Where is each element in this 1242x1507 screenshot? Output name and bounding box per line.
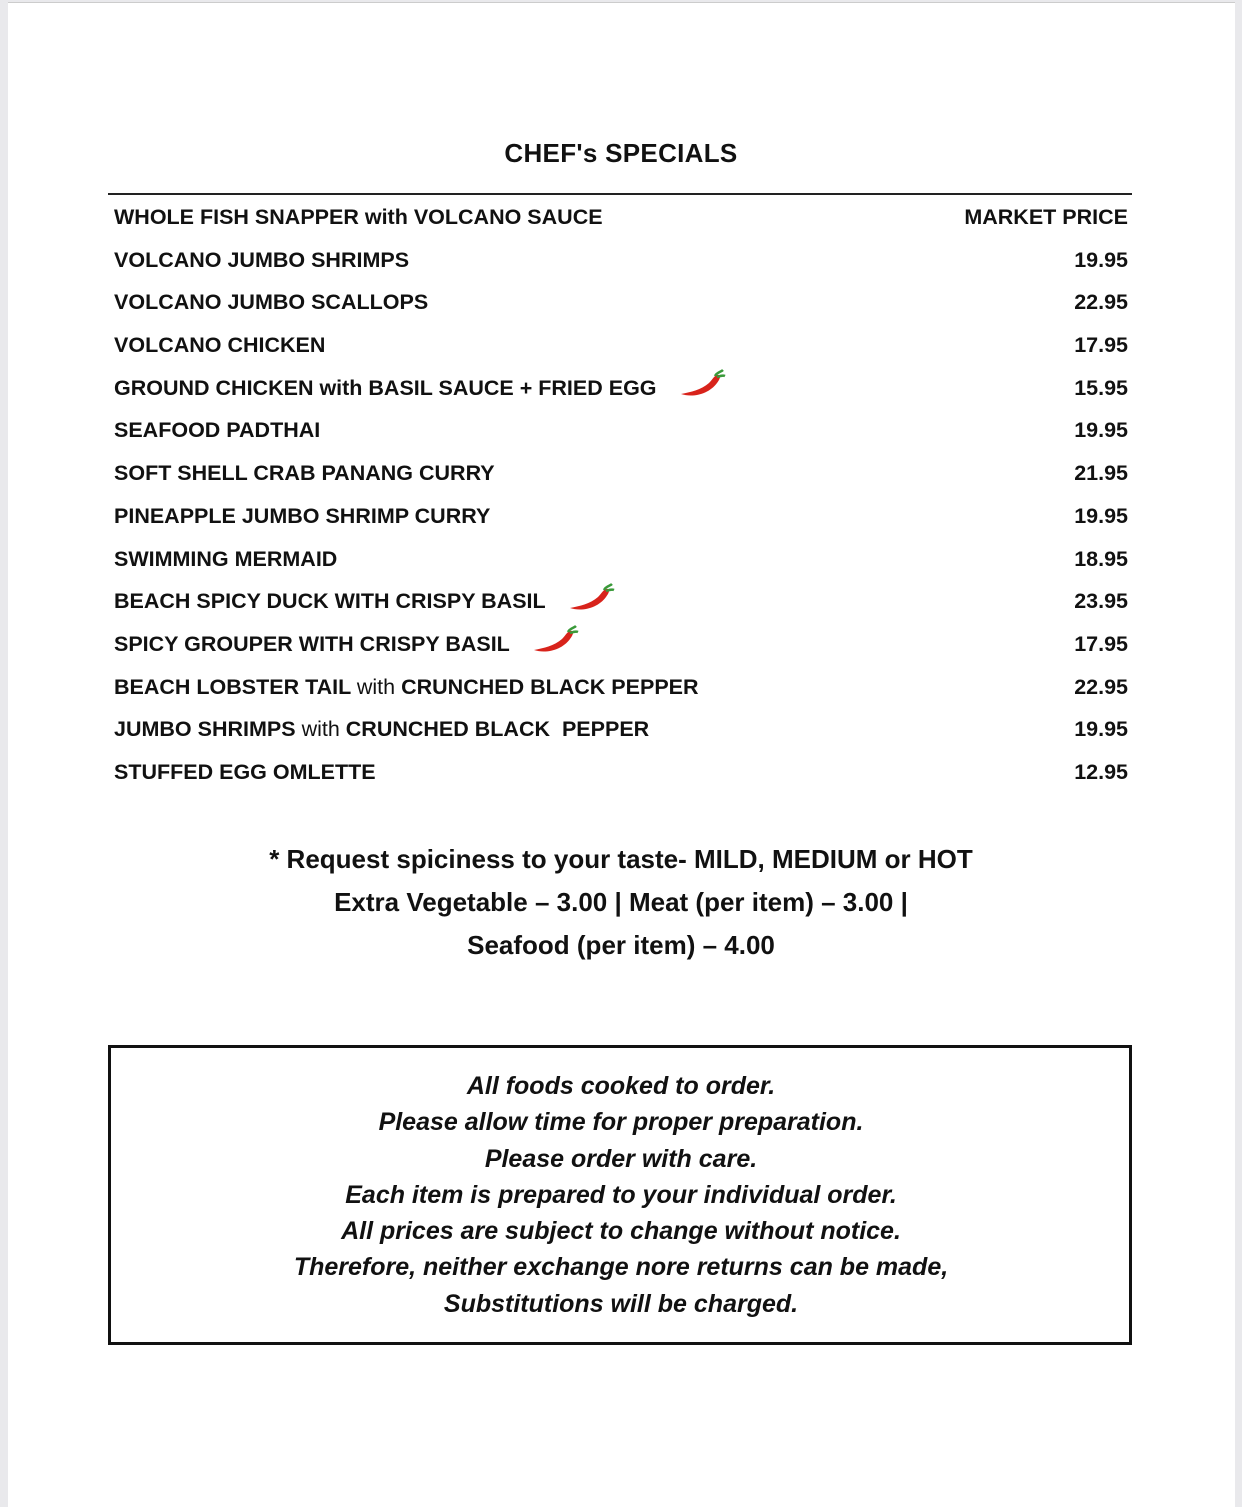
menu-item-name-part: SEAFOOD PADTHAI bbox=[114, 418, 321, 443]
menu-item-price: 22.95 bbox=[1074, 674, 1128, 699]
menu-item-name-part: VOLCANO SAUCE bbox=[407, 205, 603, 229]
menu-item-price: 19.95 bbox=[1074, 717, 1128, 742]
menu-item-name bbox=[114, 243, 409, 277]
menu-item-price: 15.95 bbox=[1074, 375, 1128, 400]
note-line: Seafood (per item) – 4.00 bbox=[467, 930, 775, 960]
menu-item bbox=[114, 670, 1128, 713]
menu-item-name-part: STUFFED EGG OMLETTE bbox=[114, 759, 376, 784]
menu-item-name bbox=[114, 328, 325, 362]
menu-item bbox=[114, 584, 1128, 627]
menu-item-name bbox=[114, 712, 649, 746]
disclaimer-line: Please order with care. bbox=[484, 1144, 758, 1173]
disclaimer-line: All prices are subject to change without notice. bbox=[341, 1217, 901, 1246]
menu-item-price: 17.95 bbox=[1074, 333, 1128, 358]
menu-item-name-part: BEACH LOBSTER TAIL bbox=[114, 674, 357, 699]
menu-item-price: 19.95 bbox=[1074, 418, 1128, 443]
menu-item-name bbox=[114, 413, 320, 447]
menu-item-name-part: WHOLE FISH SNAPPER bbox=[114, 205, 365, 229]
menu-item-name bbox=[114, 499, 490, 533]
menu-item-name bbox=[114, 371, 727, 405]
menu-item-name-part: JUMBO SHRIMPS bbox=[114, 717, 302, 742]
menu-item-name-part: VOLCANO CHICKEN bbox=[114, 333, 326, 358]
disclaimer-line: Therefore, neither exchange nore returns can be made, bbox=[293, 1253, 949, 1282]
menu-item-name-part: with bbox=[301, 717, 340, 742]
menu-item-name-part: GROUND CHICKEN with BASIL SAUCE + FRIED EGG bbox=[114, 375, 657, 400]
menu-item-name bbox=[114, 200, 603, 234]
menu-item-name bbox=[114, 627, 580, 661]
title-divider bbox=[108, 193, 1132, 195]
menu-item-price: 23.95 bbox=[1074, 589, 1128, 614]
note-line: Extra Vegetable – 3.00 | Meat (per item) – 3.00 | bbox=[334, 887, 908, 917]
menu-item-name-part: BEACH SPICY DUCK WITH CRISPY BASIL bbox=[114, 589, 546, 614]
menu-item-price: 21.95 bbox=[1074, 461, 1128, 486]
menu-item-name-part: PINEAPPLE JUMBO SHRIMP CURRY bbox=[114, 503, 491, 528]
menu-item bbox=[114, 243, 1128, 286]
disclaimer-line: Each item is prepared to your individual order. bbox=[345, 1180, 897, 1209]
chili-pepper-icon bbox=[532, 623, 580, 657]
menu-item bbox=[114, 413, 1128, 456]
menu-item-name-part: SPICY GROUPER WITH CRISPY BASIL bbox=[114, 631, 510, 656]
disclaimer-line: All foods cooked to order. bbox=[466, 1072, 776, 1100]
menu-item-name bbox=[114, 755, 376, 789]
menu-item bbox=[114, 200, 1128, 243]
menu-item-price: 12.95 bbox=[1074, 759, 1128, 784]
menu-item-price: 19.95 bbox=[1074, 503, 1128, 528]
menu-item-name bbox=[114, 670, 699, 704]
menu-item-name-part: with bbox=[356, 674, 396, 699]
menu-item-name-part: SOFT SHELL CRAB PANANG CURRY bbox=[114, 461, 495, 486]
menu-item-price: 22.95 bbox=[1074, 290, 1128, 315]
spiciness-notes bbox=[0, 838, 1242, 967]
menu-item-name-part: CRUNCHED BLACK PEPPER bbox=[395, 674, 699, 699]
menu-item bbox=[114, 712, 1128, 755]
menu-item-name-part: with bbox=[364, 205, 408, 229]
menu-item-price: 17.95 bbox=[1074, 631, 1128, 656]
menu-item bbox=[114, 499, 1128, 542]
disclaimer-text bbox=[0, 1068, 1242, 1322]
page-title: CHEF's SPECIALS bbox=[504, 138, 738, 168]
menu-item bbox=[114, 285, 1128, 328]
menu-item-name-part: SWIMMING MERMAID bbox=[114, 546, 338, 571]
chili-pepper-icon bbox=[679, 367, 727, 401]
menu-item-price: MARKET PRICE bbox=[964, 205, 1128, 229]
menu-item-name-part: VOLCANO JUMBO SHRIMPS bbox=[114, 247, 410, 272]
note-line: * Request spiciness to your taste- MILD, MEDIUM or HOT bbox=[269, 844, 973, 874]
menu-item-price: 18.95 bbox=[1074, 546, 1128, 571]
disclaimer-line: Please allow time for proper preparation. bbox=[378, 1108, 864, 1137]
menu-item-name bbox=[114, 584, 616, 618]
chili-pepper-icon bbox=[568, 581, 616, 615]
menu-item-name-part: VOLCANO JUMBO SCALLOPS bbox=[114, 290, 429, 315]
menu-item bbox=[114, 755, 1128, 798]
menu-item bbox=[114, 627, 1128, 670]
disclaimer-line: Substitutions will be charged. bbox=[443, 1289, 799, 1318]
menu-item bbox=[114, 456, 1128, 499]
menu-item bbox=[114, 542, 1128, 585]
menu-item-price: 19.95 bbox=[1074, 247, 1128, 272]
menu-item-name bbox=[114, 542, 337, 576]
menu-item-name-part: CRUNCHED BLACK PEPPER bbox=[339, 717, 650, 742]
menu-item-name bbox=[114, 285, 428, 319]
menu-list bbox=[114, 200, 1128, 798]
menu-item-name bbox=[114, 456, 495, 490]
menu-item bbox=[114, 328, 1128, 371]
menu-item bbox=[114, 371, 1128, 414]
